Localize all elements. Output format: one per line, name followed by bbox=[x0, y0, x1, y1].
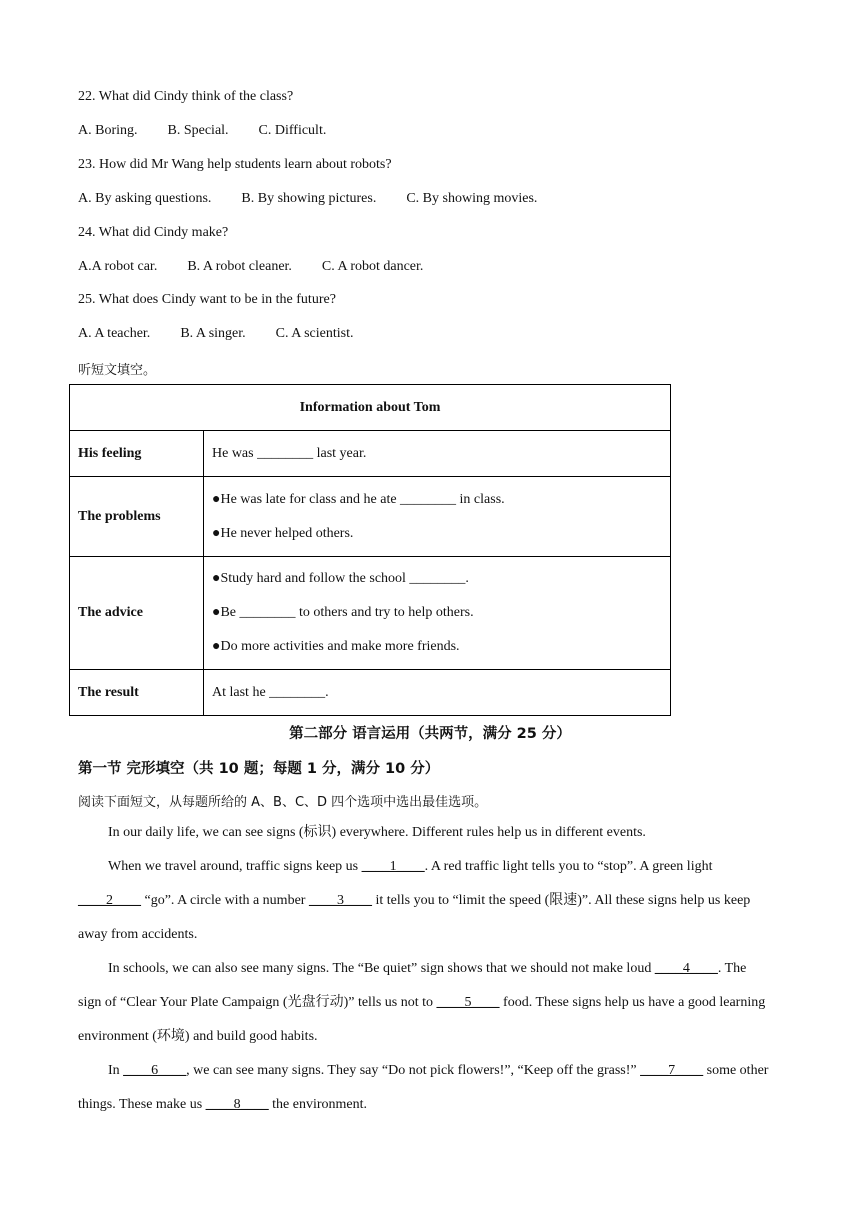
passage-text: In bbox=[108, 1063, 124, 1078]
table-row bbox=[70, 431, 671, 477]
passage-text: . A red traffic light tells you to “stop”. A green light bbox=[424, 859, 713, 874]
part2-heading: 第二部分 语言运用（共两节，满分 25 分） bbox=[289, 726, 571, 742]
row-line: ●He was late for class and he ate ________ in class. bbox=[212, 491, 505, 507]
passage-text: When we travel around, traffic signs keep us bbox=[108, 859, 362, 874]
passage-text: In schools, we can also see many signs. The “Be quiet” sign shows that we should not make loud bbox=[108, 961, 655, 976]
passage-paragraph-3 bbox=[78, 952, 770, 1054]
question-22-options bbox=[78, 123, 356, 139]
option: B. A singer. bbox=[180, 326, 246, 341]
table-title: Information about Tom bbox=[70, 385, 671, 431]
option: C. By showing movies. bbox=[406, 191, 538, 206]
blank-3: ____3____ bbox=[308, 893, 372, 908]
row-line: ●Be ________ to others and try to help others. bbox=[212, 605, 474, 620]
question-23: 23. How did Mr Wang help students learn about robots? bbox=[78, 157, 392, 172]
passage-text: some other things. These make us bbox=[78, 1063, 769, 1112]
question-24: 24. What did Cindy make? bbox=[78, 225, 229, 240]
row-line: ●Do more activities and make more friends. bbox=[212, 639, 460, 654]
option: C. A robot dancer. bbox=[321, 259, 424, 274]
option: B. Special. bbox=[167, 123, 229, 138]
listen-instruction: 听短文填空。 bbox=[78, 363, 157, 378]
option: A. Boring. bbox=[78, 123, 138, 138]
option: A.A robot car. bbox=[78, 259, 158, 274]
blank-4: ____4____ bbox=[654, 961, 718, 976]
info-table bbox=[69, 384, 671, 716]
row-line: He was ________ last year. bbox=[212, 445, 367, 461]
passage-paragraph-2 bbox=[78, 850, 770, 952]
blank-2: ____2____ bbox=[78, 893, 141, 908]
option: C. Difficult. bbox=[258, 123, 327, 138]
option: B. By showing pictures. bbox=[241, 191, 377, 206]
row-line: ●Study hard and follow the school ________. bbox=[212, 571, 469, 586]
question-25-options bbox=[78, 326, 383, 342]
option: A. By asking questions. bbox=[78, 191, 212, 206]
row-content bbox=[204, 477, 671, 557]
question-24-options bbox=[78, 259, 453, 275]
option: B. A robot cleaner. bbox=[187, 259, 292, 274]
row-content bbox=[204, 431, 671, 477]
blank-1: ____1____ bbox=[361, 859, 425, 874]
blank-5: ____5____ bbox=[436, 995, 500, 1010]
blank-8: ____8____ bbox=[205, 1097, 269, 1112]
cloze-passage bbox=[78, 816, 770, 1122]
blank-6: ____6____ bbox=[123, 1063, 187, 1078]
question-22: 22. What did Cindy think of the class? bbox=[78, 89, 294, 104]
passage-paragraph-1: In our daily life, we can see signs (标识) everywhere. Different rules help us in different events. bbox=[108, 825, 646, 840]
option: A. A teacher. bbox=[78, 326, 151, 341]
row-label: The problems bbox=[70, 477, 204, 557]
cloze-instruction: 阅读下面短文，从每题所给的 A、B、C、D 四个选项中选出最佳选项。 bbox=[78, 795, 488, 810]
row-line: At last he ________. bbox=[212, 684, 329, 700]
table-row bbox=[70, 670, 671, 716]
blank-7: ____7____ bbox=[640, 1063, 704, 1078]
passage-text: “go”. A circle with a number bbox=[141, 893, 309, 908]
question-25: 25. What does Cindy want to be in the future? bbox=[78, 292, 336, 307]
passage-text: , we can see many signs. They say “Do not pick flowers!”, “Keep off the grass!” bbox=[186, 1063, 641, 1078]
row-label: His feeling bbox=[70, 431, 204, 477]
passage-text: the environment. bbox=[268, 1097, 368, 1112]
table-row bbox=[70, 557, 671, 670]
row-line: ●He never helped others. bbox=[212, 525, 354, 541]
row-content bbox=[204, 557, 671, 670]
row-label: The result bbox=[70, 670, 204, 716]
passage-text: it tells you to “limit the speed (限速)”. All these signs help us keep away from accidents. bbox=[78, 893, 751, 942]
question-23-options bbox=[78, 191, 567, 207]
passage-text: . The sign of “Clear Your Plate Campaign (光盘行动)” tells us not to bbox=[78, 961, 747, 1010]
passage-text: food. These signs help us have a good learning environment (环境) and build good habits. bbox=[78, 995, 766, 1044]
row-label: The advice bbox=[70, 557, 204, 670]
section1-heading: 第一节 完形填空（共 10 题；每题 1 分，满分 10 分） bbox=[78, 761, 440, 777]
passage-paragraph-4 bbox=[78, 1054, 770, 1122]
option: C. A scientist. bbox=[275, 326, 354, 341]
row-content bbox=[204, 670, 671, 716]
table-row bbox=[70, 477, 671, 557]
